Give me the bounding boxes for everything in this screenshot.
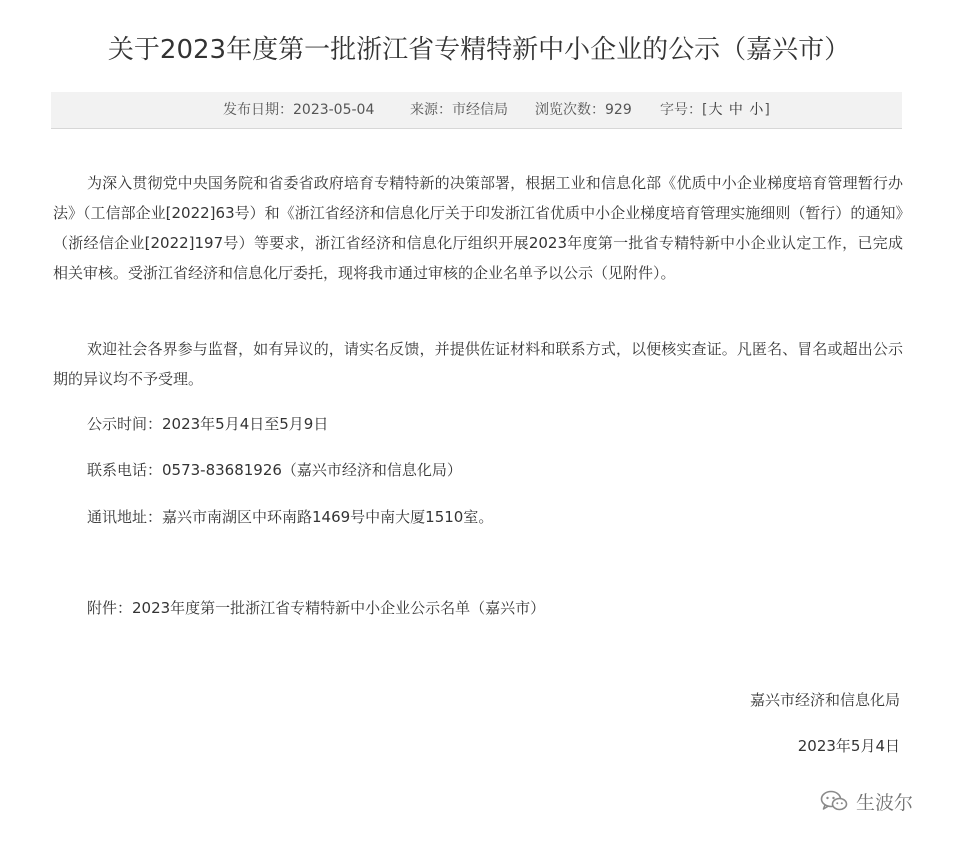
page-title: 关于2023年度第一批浙江省专精特新中小企业的公示（嘉兴市）	[107, 35, 851, 65]
mailing-address: 通讯地址：嘉兴市南湖区中环南路1469号中南大厦1510室。	[87, 508, 494, 526]
contact-phone: 联系电话：0573-83681926（嘉兴市经济和信息化局）	[87, 461, 462, 479]
publish-date	[223, 92, 374, 128]
font-size-control: 字号：[大 中 小]	[660, 102, 770, 118]
view-count	[535, 92, 632, 128]
wechat-icon	[820, 789, 848, 813]
font-size-small-button[interactable]: 小	[749, 102, 764, 118]
intro-paragraph: 为深入贯彻党中央国务院和省委省政府培育专精特新的决策部署，根据工业和信息化部《优质中小企业梯度培育管理暂行办法》（工信部企业[2022]63号）和《浙江省经济和信息化厅关于印发浙江省优质中小企业梯度培育管理实施细则（暂行）的通知》（浙经信企业[2022]197号）等要求，浙江省经济和信息化厅组织开展2023年度第一批省专精特新中小企业认定工作，已完成相关审核。受浙江省经济和信息化厅委托，现将我市通过审核的企业名单予以公示（见附件）。	[53, 174, 903, 282]
view-count-label: 浏览次数：	[535, 102, 605, 118]
font-size-medium-button[interactable]: 中	[728, 102, 743, 118]
source-label: 来源：	[410, 102, 452, 118]
publish-date-value: 2023-05-04	[293, 102, 375, 118]
publish-date-label: 发布日期：	[223, 102, 293, 118]
attachment-link[interactable]: 附件：2023年度第一批浙江省专精特新中小企业公示名单（嘉兴市）	[87, 599, 546, 617]
font-size-large-button[interactable]: 大	[708, 102, 723, 118]
supervision-paragraph: 欢迎社会各界参与监督，如有异议的，请实名反馈，并提供佐证材料和联系方式，以便核实查证。凡匿名、冒名或超出公示期的异议均不予受理。	[53, 340, 903, 388]
issuer-signature: 嘉兴市经济和信息化局	[749, 691, 900, 709]
publicity-period: 公示时间：2023年5月4日至5月9日	[87, 415, 329, 433]
font-size-label: 字号：	[660, 102, 702, 118]
source	[410, 92, 508, 128]
view-count-value: 929	[605, 102, 632, 118]
issue-date: 2023年5月4日	[797, 737, 900, 755]
article-meta-bar	[51, 92, 902, 129]
watermark-text: 生波尔	[856, 791, 914, 814]
source-value: 市经信局	[452, 102, 508, 118]
watermark	[820, 786, 913, 816]
